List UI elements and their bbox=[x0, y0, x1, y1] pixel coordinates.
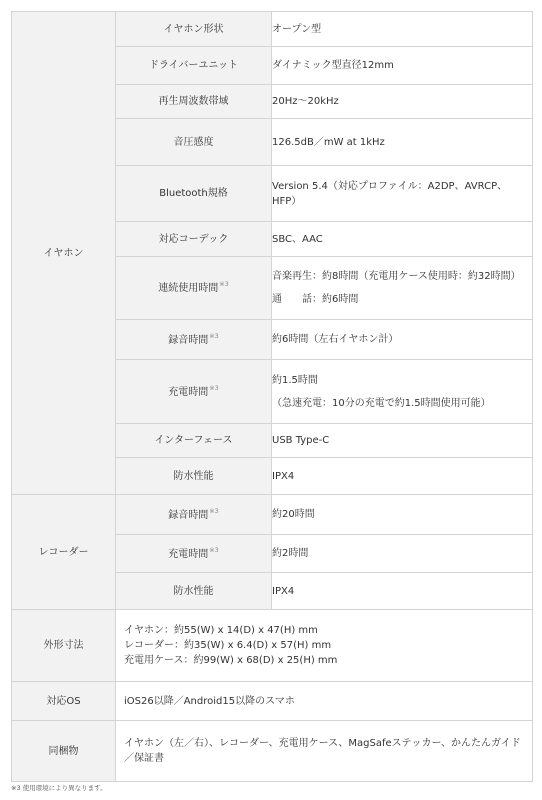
label-text: 録音時間 bbox=[168, 334, 209, 346]
category-dimensions: 外形寸法 bbox=[12, 610, 116, 682]
row-value bbox=[116, 610, 533, 682]
footnote-ref: ※3 bbox=[209, 383, 219, 392]
row-value: 約20時間 bbox=[272, 495, 533, 535]
label-text: 録音時間 bbox=[168, 509, 209, 521]
value-line: 音楽再生：約8時間（充電用ケース使用時：約32時間） bbox=[272, 271, 521, 282]
row-value: iOS26以降／Android15以降のスマホ bbox=[116, 682, 533, 721]
row-value bbox=[272, 360, 533, 424]
row-label: 再生周波数帯域 bbox=[116, 85, 272, 119]
row-value: 約6時間（左右イヤホン計） bbox=[272, 320, 533, 360]
footnote-ref: ※3 bbox=[219, 280, 229, 288]
value-line: イヤホン：約55(W) x 14(D) x 47(H) mm bbox=[124, 625, 318, 636]
row-label bbox=[116, 360, 272, 424]
label-text: 充電時間 bbox=[168, 548, 209, 560]
value-line: 通 話：約6時間 bbox=[272, 294, 359, 305]
row-value bbox=[272, 166, 533, 222]
row-label: Bluetooth規格 bbox=[116, 166, 272, 222]
row-value bbox=[116, 721, 533, 782]
row-value: 126.5dB／mW at 1kHz bbox=[272, 119, 533, 166]
row-label: インターフェース bbox=[116, 424, 272, 458]
row-value: IPX4 bbox=[272, 573, 533, 610]
category-earphone: イヤホン bbox=[12, 12, 116, 495]
value-line: HFP） bbox=[272, 195, 302, 207]
row-label bbox=[116, 495, 272, 535]
table-row bbox=[12, 682, 533, 721]
row-value: 20Hz～20kHz bbox=[272, 85, 533, 119]
value-line: ／保証書 bbox=[124, 753, 164, 764]
row-label: 防水性能 bbox=[116, 458, 272, 495]
row-value: USB Type-C bbox=[272, 424, 533, 458]
row-label bbox=[116, 535, 272, 573]
row-value bbox=[272, 257, 533, 320]
row-label bbox=[116, 257, 272, 320]
category-os: 対応OS bbox=[12, 682, 116, 721]
value-line: Version 5.4（対応プロファイル：A2DP、AVRCP、 bbox=[272, 180, 508, 192]
table-row bbox=[12, 610, 533, 682]
value-line: 約1.5時間 bbox=[272, 374, 318, 386]
value-line: イヤホン（左／右）、レコーダー、充電用ケース、MagSafeステッカー、かんたんガイド bbox=[124, 738, 521, 749]
row-label bbox=[116, 320, 272, 360]
footnote-ref: ※3 bbox=[209, 331, 219, 340]
row-value: IPX4 bbox=[272, 458, 533, 495]
row-value: ダイナミック型直径12mm bbox=[272, 47, 533, 85]
table-row bbox=[12, 495, 533, 535]
row-label: イヤホン形状 bbox=[116, 12, 272, 47]
category-recorder: レコーダー bbox=[12, 495, 116, 610]
row-value: オープン型 bbox=[272, 12, 533, 47]
table-row bbox=[12, 12, 533, 47]
category-bundle: 同梱物 bbox=[12, 721, 116, 782]
row-label: 防水性能 bbox=[116, 573, 272, 610]
footnote-ref: ※3 bbox=[209, 545, 219, 554]
row-label: 音圧感度 bbox=[116, 119, 272, 166]
value-line: （急速充電：10分の充電で約1.5時間使用可能） bbox=[272, 397, 491, 409]
label-text: 連続使用時間 bbox=[158, 283, 219, 294]
footnote-ref: ※3 bbox=[209, 506, 219, 515]
row-label: ドライバーユニット bbox=[116, 47, 272, 85]
value-line: 充電用ケース：約99(W) x 68(D) x 25(H) mm bbox=[124, 655, 338, 666]
spec-table bbox=[11, 11, 533, 782]
label-text: 充電時間 bbox=[168, 386, 209, 398]
table-row bbox=[12, 721, 533, 782]
row-label: 対応コーデック bbox=[116, 222, 272, 257]
value-line: レコーダー：約35(W) x 6.4(D) x 57(H) mm bbox=[124, 640, 332, 651]
footnote: ※3 使用環境により異なります。 bbox=[11, 784, 107, 792]
row-value: 約2時間 bbox=[272, 535, 533, 573]
row-value: SBC、AAC bbox=[272, 222, 533, 257]
